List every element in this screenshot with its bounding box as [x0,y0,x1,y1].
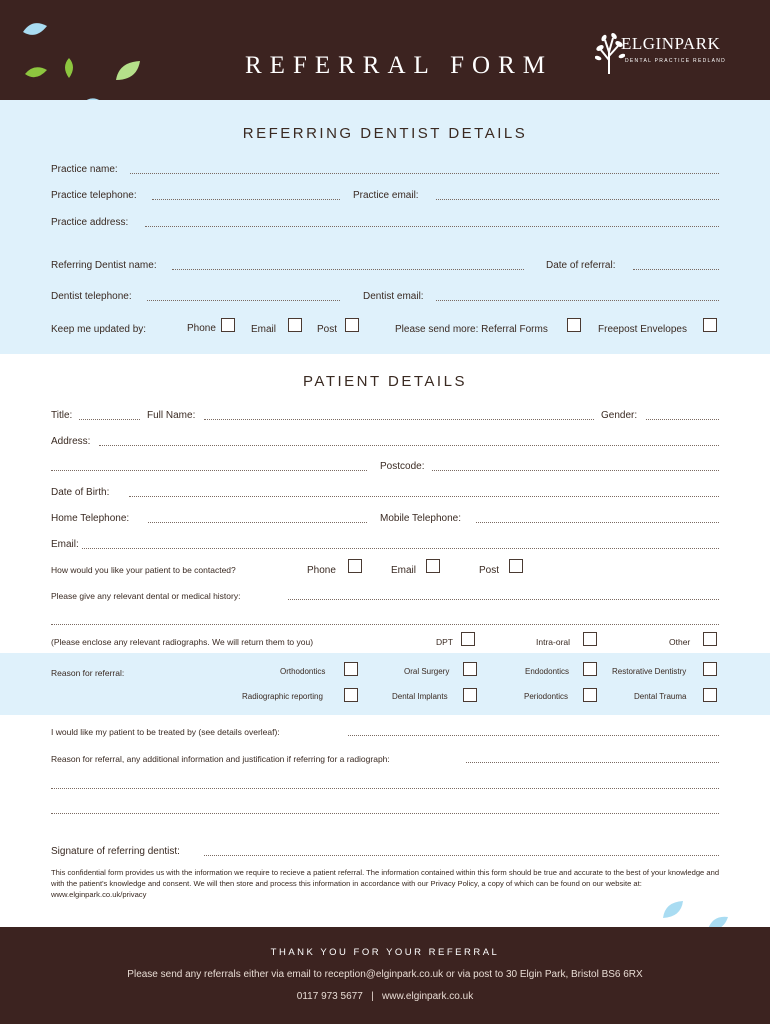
periodontics-label: Periodontics [524,692,569,701]
dentist-name-field[interactable] [172,269,524,270]
title-label: Title: [51,410,73,421]
radiographs-note: (Please enclose any relevant radiographs. We will return them to you) [51,637,314,647]
title-field[interactable] [79,419,140,420]
practice-name-label: Practice name: [51,164,118,175]
dentist-name-label: Referring Dentist name: [51,260,157,271]
orthodontics-label: Orthodontics [280,667,326,676]
home-telephone-field[interactable] [148,522,367,523]
dob-field[interactable] [129,496,719,497]
signature-field[interactable] [204,855,719,856]
practice-email-label: Practice email: [353,190,419,201]
intra-oral-checkbox[interactable] [583,632,597,646]
contact-email-label: Email [391,565,417,576]
practice-telephone-label: Practice telephone: [51,190,137,201]
address-field-line2[interactable] [51,470,367,471]
periodontics-checkbox[interactable] [583,688,597,702]
elginpark-logo [595,30,735,80]
reason-info-label: Reason for referral, any additional information and justification if referring for a radiograph: [51,754,390,764]
reason-info-field[interactable] [466,762,719,763]
leaf-green-icon [62,57,76,79]
endodontics-checkbox[interactable] [583,662,597,676]
dentist-telephone-label: Dentist telephone: [51,291,132,302]
keep-updated-post-checkbox[interactable] [345,318,359,332]
home-telephone-label: Home Telephone: [51,513,130,524]
reason-info-field-line3[interactable] [51,813,719,814]
history-field-line2[interactable] [51,624,719,625]
mobile-telephone-label: Mobile Telephone: [380,513,461,524]
mobile-telephone-field[interactable] [476,522,719,523]
keep-updated-phone-checkbox[interactable] [221,318,235,332]
keep-updated-email-label: Email [251,324,277,335]
restorative-label: Restorative Dentistry [612,667,687,676]
trauma-label: Dental Trauma [634,692,687,701]
other-label: Other [669,637,691,647]
reason-section [0,653,770,715]
footer-thanks: THANK YOU FOR YOUR REFERRAL [270,947,500,958]
trauma-checkbox[interactable] [703,688,717,702]
form-title: REFERRAL FORM [245,52,553,79]
practice-telephone-field[interactable] [152,199,340,200]
date-of-referral-field[interactable] [633,269,719,270]
keep-updated-post-label: Post [317,324,338,335]
footer-contact-line: 0117 973 5677 | www.elginpark.co.uk [296,991,474,1002]
privacy-statement: This confidential form provides us with the information we require to recieve a patient referral. The information contained within this form should be true and accurate to the best of your knowledge and with the patient's knowledge and consent. We will then store and process this information in accordance with our Privacy Policy, a copy of which can be found on our website at: www.elginpark.co.uk/privacy [51,868,720,899]
address-field[interactable] [99,445,719,446]
reason-label: Reason for referral: [51,668,125,678]
header-bar [0,0,770,100]
restorative-checkbox[interactable] [703,662,717,676]
leaf-lightgreen-icon [115,60,141,82]
dentist-section-title: REFERRING DENTIST DETAILS [242,125,528,142]
gender-label: Gender: [601,410,638,421]
dentist-telephone-field[interactable] [147,300,340,301]
patient-section-title: PATIENT DETAILS [303,373,467,390]
full-name-label: Full Name: [147,410,196,421]
date-of-referral-label: Date of referral: [546,260,616,271]
contact-post-label: Post [479,565,500,576]
orthodontics-checkbox[interactable] [344,662,358,676]
dentist-email-label: Dentist email: [363,291,424,302]
email-field[interactable] [82,548,719,549]
contact-question-label: How would you like your patient to be contacted? [51,565,236,575]
logo-tagline: DENTAL PRACTICE REDLAND [625,58,727,64]
reason-info-field-line2[interactable] [51,788,719,789]
freepost-envelopes-checkbox[interactable] [703,318,717,332]
treated-by-label: I would like my patient to be treated by (see details overleaf): [51,727,280,737]
practice-name-field[interactable] [130,173,719,174]
send-more-forms-label: Please send more: Referral Forms [395,324,548,335]
history-label: Please give any relevant dental or medical history: [51,591,241,601]
email-label: Email: [51,539,79,550]
leaf-green-icon [24,66,48,80]
postcode-label: Postcode: [380,461,425,472]
dpt-label: DPT [436,637,453,647]
logo-name: ELGINPARK [621,34,721,53]
contact-phone-checkbox[interactable] [348,559,362,573]
keep-updated-email-checkbox[interactable] [288,318,302,332]
signature-label: Signature of referring dentist: [51,846,180,857]
practice-address-label: Practice address: [51,217,129,228]
leaf-blue-icon [662,900,684,920]
practice-address-field[interactable] [145,226,719,227]
postcode-field[interactable] [432,470,719,471]
practice-email-field[interactable] [436,199,719,200]
dentist-email-field[interactable] [436,300,719,301]
contact-phone-label: Phone [307,565,336,576]
freepost-envelopes-label: Freepost Envelopes [598,324,687,335]
contact-post-checkbox[interactable] [509,559,523,573]
footer-bar [0,927,770,1024]
intra-oral-label: Intra-oral [536,637,571,647]
dpt-checkbox[interactable] [461,632,475,646]
radiographic-checkbox[interactable] [344,688,358,702]
contact-email-checkbox[interactable] [426,559,440,573]
keep-updated-phone-label: Phone [187,323,216,334]
oral-surgery-checkbox[interactable] [463,662,477,676]
full-name-field[interactable] [204,419,594,420]
other-checkbox[interactable] [703,632,717,646]
radiographic-label: Radiographic reporting [242,692,323,701]
dob-label: Date of Birth: [51,487,110,498]
implants-checkbox[interactable] [463,688,477,702]
keep-updated-label: Keep me updated by: [51,324,147,335]
address-label: Address: [51,436,91,447]
history-field[interactable] [288,599,719,600]
leaf-blue-icon [22,22,48,38]
gender-field[interactable] [646,419,719,420]
endodontics-label: Endodontics [525,667,570,676]
oral-surgery-label: Oral Surgery [404,667,450,676]
implants-label: Dental Implants [392,692,448,701]
footer-send-line: Please send any referrals either via email to reception@elginpark.co.uk or via post to 30 Elgin Park, Bristol BS6 6RX [127,969,643,980]
send-more-forms-checkbox[interactable] [567,318,581,332]
treated-by-field[interactable] [348,735,719,736]
